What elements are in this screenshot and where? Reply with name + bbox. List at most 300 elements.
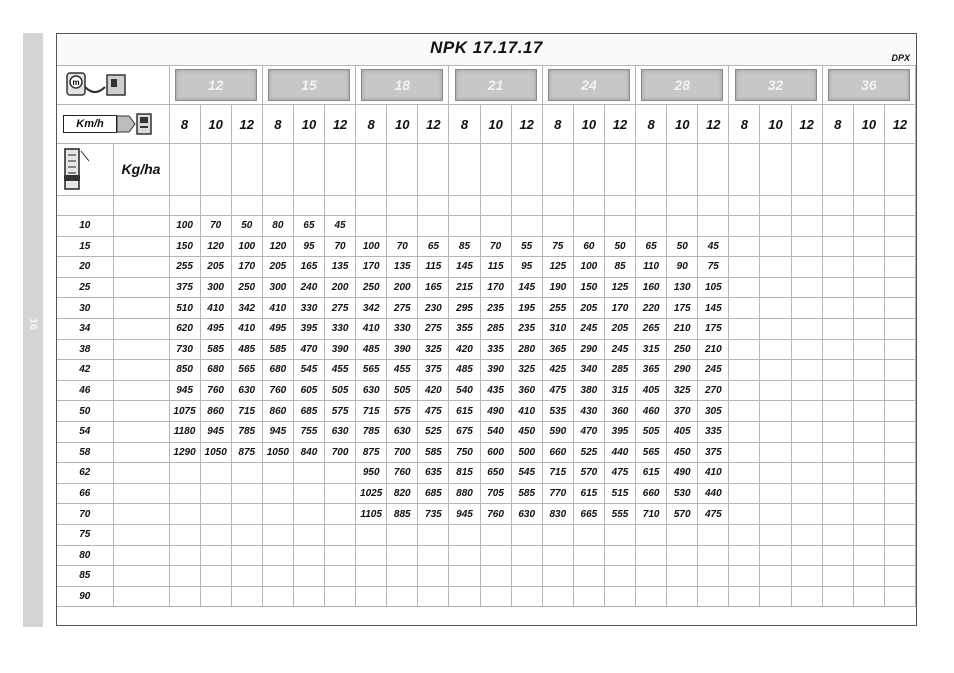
table-cell [231, 586, 262, 607]
table-cell: 160 [636, 277, 667, 298]
table-cell [573, 566, 604, 587]
table-cell [636, 566, 667, 587]
table-cell [636, 545, 667, 566]
table-cell: 680 [262, 360, 293, 381]
table-cell [791, 277, 822, 298]
table-cell [853, 277, 884, 298]
table-cell: 505 [387, 380, 418, 401]
table-cell [667, 545, 698, 566]
table-cell: 300 [200, 277, 231, 298]
unit-blank-cell [480, 144, 511, 196]
table-cell [169, 483, 200, 504]
table-cell [231, 504, 262, 525]
table-cell [729, 442, 760, 463]
table-cell: 675 [449, 421, 480, 442]
unit-blank-cell [356, 144, 387, 196]
table-cell: 760 [387, 463, 418, 484]
spacer-cell [293, 196, 324, 216]
table-cell: 250 [356, 277, 387, 298]
unit-header-row [57, 144, 916, 196]
table-cell [387, 524, 418, 545]
table-cell: 885 [387, 504, 418, 525]
table-cell [262, 586, 293, 607]
table-cell [449, 586, 480, 607]
width-header-cell: 10 [667, 105, 698, 144]
spacer-cell [573, 196, 604, 216]
table-cell: 210 [667, 318, 698, 339]
rate-label: 66 [57, 483, 113, 504]
rate-label: 54 [57, 421, 113, 442]
table-cell: 275 [325, 298, 356, 319]
table-cell: 410 [698, 463, 729, 484]
table-cell [636, 586, 667, 607]
table-cell [760, 421, 791, 442]
unit-blank-cell [791, 144, 822, 196]
table-cell: 360 [511, 380, 542, 401]
table-cell: 55 [511, 236, 542, 257]
table-cell: 220 [636, 298, 667, 319]
unit-blank-cell [604, 144, 635, 196]
table-cell: 770 [542, 483, 573, 504]
table-cell: 470 [293, 339, 324, 360]
table-cell: 245 [604, 339, 635, 360]
table-cell [822, 421, 853, 442]
table-cell: 85 [604, 257, 635, 278]
speed-value: 21 [455, 69, 537, 101]
table-cell [667, 566, 698, 587]
table-cell [760, 586, 791, 607]
width-header-cell: 10 [480, 105, 511, 144]
table-cell [760, 545, 791, 566]
rate-label: 15 [57, 236, 113, 257]
table-cell: 130 [667, 277, 698, 298]
table-cell: 620 [169, 318, 200, 339]
table-cell: 665 [573, 504, 604, 525]
speed-value: 32 [735, 69, 817, 101]
table-cell [760, 236, 791, 257]
unit-blank-cell [729, 144, 760, 196]
table-cell [884, 380, 915, 401]
table-cell: 950 [356, 463, 387, 484]
table-cell [293, 586, 324, 607]
page-title: NPK 17.17.17 [430, 38, 543, 57]
table-cell: 505 [636, 421, 667, 442]
table-cell: 1025 [356, 483, 387, 504]
table-cell [729, 586, 760, 607]
table-cell [542, 566, 573, 587]
setting-blank-cell [113, 524, 169, 545]
table-cell [262, 566, 293, 587]
table-cell: 330 [387, 318, 418, 339]
table-row [57, 421, 916, 442]
table-cell: 1290 [169, 442, 200, 463]
brand-label: DPX [891, 53, 910, 63]
table-cell: 245 [573, 318, 604, 339]
table-cell: 275 [387, 298, 418, 319]
table-cell [231, 483, 262, 504]
table-cell [853, 360, 884, 381]
unit-blank-cell [698, 144, 729, 196]
table-cell [760, 401, 791, 422]
table-cell [667, 524, 698, 545]
table-cell: 205 [262, 257, 293, 278]
table-cell: 325 [511, 360, 542, 381]
rate-label: 90 [57, 586, 113, 607]
table-cell [791, 504, 822, 525]
table-cell: 760 [200, 380, 231, 401]
table-cell: 470 [573, 421, 604, 442]
table-cell: 175 [698, 318, 729, 339]
table-cell [698, 586, 729, 607]
table-cell [853, 463, 884, 484]
table-cell [169, 524, 200, 545]
table-cell: 540 [449, 380, 480, 401]
spacer-cell [262, 196, 293, 216]
table-cell: 1075 [169, 401, 200, 422]
table-cell [791, 442, 822, 463]
table-cell [573, 524, 604, 545]
table-cell: 945 [262, 421, 293, 442]
spacer-cell [325, 196, 356, 216]
table-cell: 150 [573, 277, 604, 298]
table-cell [480, 545, 511, 566]
rate-label: 30 [57, 298, 113, 319]
table-cell: 95 [293, 236, 324, 257]
table-cell: 450 [511, 421, 542, 442]
table-cell: 945 [169, 380, 200, 401]
width-header-cell: 8 [169, 105, 200, 144]
table-cell: 555 [604, 504, 635, 525]
table-cell: 145 [511, 277, 542, 298]
table-cell [356, 566, 387, 587]
table-cell: 290 [667, 360, 698, 381]
table-cell [200, 463, 231, 484]
spacer-cell [542, 196, 573, 216]
table-cell [853, 257, 884, 278]
table-cell: 475 [542, 380, 573, 401]
setting-blank-cell [113, 566, 169, 587]
table-cell [760, 504, 791, 525]
table-cell: 430 [573, 401, 604, 422]
table-cell [169, 566, 200, 587]
table-cell [449, 566, 480, 587]
table-cell: 525 [573, 442, 604, 463]
setting-blank-cell [113, 277, 169, 298]
table-cell [853, 401, 884, 422]
spacer-cell [698, 196, 729, 216]
table-cell: 335 [480, 339, 511, 360]
table-cell [822, 463, 853, 484]
table-cell [791, 483, 822, 504]
table-cell [729, 257, 760, 278]
rate-label: 58 [57, 442, 113, 463]
table-cell: 585 [262, 339, 293, 360]
table-cell [325, 504, 356, 525]
table-cell: 120 [262, 236, 293, 257]
table-cell [822, 216, 853, 237]
table-cell: 50 [604, 236, 635, 257]
unit-blank-cell [636, 144, 667, 196]
setting-blank-cell [113, 504, 169, 525]
table-cell: 300 [262, 277, 293, 298]
table-cell: 115 [480, 257, 511, 278]
table-cell [791, 216, 822, 237]
table-cell: 310 [542, 318, 573, 339]
table-cell: 315 [636, 339, 667, 360]
table-cell: 730 [169, 339, 200, 360]
spacer-cell [853, 196, 884, 216]
table-cell: 305 [698, 401, 729, 422]
table-cell: 875 [231, 442, 262, 463]
width-header-row [57, 105, 916, 144]
rate-label: 62 [57, 463, 113, 484]
width-header-cell: 8 [542, 105, 573, 144]
unit-blank-cell [387, 144, 418, 196]
table-cell: 735 [418, 504, 449, 525]
table-cell [760, 380, 791, 401]
width-header-cell: 12 [418, 105, 449, 144]
speed-group-24 [542, 66, 635, 105]
table-cell [729, 401, 760, 422]
table-cell [853, 380, 884, 401]
table-cell: 115 [418, 257, 449, 278]
table-cell: 820 [387, 483, 418, 504]
table-cell: 150 [169, 236, 200, 257]
table-cell [200, 483, 231, 504]
width-header-cell: 8 [262, 105, 293, 144]
speed-header-row [57, 66, 916, 105]
table-cell [884, 463, 915, 484]
spacer-cell [449, 196, 480, 216]
table-cell: 630 [356, 380, 387, 401]
table-cell: 335 [698, 421, 729, 442]
table-cell: 450 [667, 442, 698, 463]
table-cell: 510 [169, 298, 200, 319]
table-cell: 110 [636, 257, 667, 278]
speed-group-15 [262, 66, 355, 105]
table-cell: 545 [293, 360, 324, 381]
table-cell: 250 [667, 339, 698, 360]
speed-group-21 [449, 66, 542, 105]
table-cell [387, 586, 418, 607]
setting-blank-cell [113, 216, 169, 237]
table-row [57, 504, 916, 525]
table-cell [200, 566, 231, 587]
table-cell [822, 277, 853, 298]
table-cell [853, 545, 884, 566]
table-cell [791, 339, 822, 360]
table-cell: 380 [573, 380, 604, 401]
table-cell: 710 [636, 504, 667, 525]
table-cell: 65 [418, 236, 449, 257]
table-cell [698, 545, 729, 566]
table-cell [729, 380, 760, 401]
table-cell [542, 545, 573, 566]
table-cell [387, 216, 418, 237]
width-header-cell: 8 [729, 105, 760, 144]
table-cell: 390 [387, 339, 418, 360]
table-cell: 615 [573, 483, 604, 504]
table-cell [511, 566, 542, 587]
rate-label: 38 [57, 339, 113, 360]
unit-blank-cell [511, 144, 542, 196]
table-cell: 125 [542, 257, 573, 278]
table-cell: 760 [262, 380, 293, 401]
table-cell: 175 [667, 298, 698, 319]
table-cell: 565 [231, 360, 262, 381]
table-row [57, 524, 916, 545]
rate-label: 80 [57, 545, 113, 566]
table-cell [822, 401, 853, 422]
table-cell: 1050 [262, 442, 293, 463]
table-cell [293, 566, 324, 587]
table-cell [791, 318, 822, 339]
table-cell [729, 298, 760, 319]
table-cell [760, 483, 791, 504]
table-cell: 70 [325, 236, 356, 257]
table-cell [791, 257, 822, 278]
table-row [57, 360, 916, 381]
setting-blank-cell [113, 442, 169, 463]
table-cell: 165 [418, 277, 449, 298]
table-cell: 390 [325, 339, 356, 360]
table-cell: 565 [636, 442, 667, 463]
setting-blank-cell [113, 380, 169, 401]
table-cell [698, 566, 729, 587]
table-row [57, 318, 916, 339]
table-cell [791, 298, 822, 319]
table-cell [387, 545, 418, 566]
table-cell: 210 [698, 339, 729, 360]
table-cell: 285 [480, 318, 511, 339]
table-cell [511, 586, 542, 607]
setting-blank-cell [113, 463, 169, 484]
table-cell [791, 586, 822, 607]
table-cell [604, 524, 635, 545]
table-cell [356, 216, 387, 237]
table-cell: 1180 [169, 421, 200, 442]
table-cell [853, 318, 884, 339]
rate-label: 10 [57, 216, 113, 237]
table-cell [853, 586, 884, 607]
unit-blank-cell [760, 144, 791, 196]
table-cell [853, 566, 884, 587]
width-header-cell: 12 [698, 105, 729, 144]
table-cell: 45 [325, 216, 356, 237]
table-cell: 395 [293, 318, 324, 339]
table-cell: 340 [573, 360, 604, 381]
width-header-cell: 8 [636, 105, 667, 144]
table-cell: 275 [418, 318, 449, 339]
table-cell [480, 586, 511, 607]
spacer-cell [667, 196, 698, 216]
rate-label: 20 [57, 257, 113, 278]
table-cell: 475 [698, 504, 729, 525]
unit-blank-cell [169, 144, 200, 196]
table-cell [884, 586, 915, 607]
table-cell [169, 586, 200, 607]
table-cell [853, 421, 884, 442]
table-cell [884, 277, 915, 298]
table-cell: 530 [667, 483, 698, 504]
table-cell: 405 [636, 380, 667, 401]
table-cell: 715 [356, 401, 387, 422]
spacer-cell [387, 196, 418, 216]
table-cell [542, 586, 573, 607]
setting-blank-cell [113, 586, 169, 607]
table-cell: 455 [325, 360, 356, 381]
table-cell [511, 545, 542, 566]
table-cell: 715 [542, 463, 573, 484]
table-cell: 280 [511, 339, 542, 360]
table-cell: 75 [698, 257, 729, 278]
table-cell: 525 [418, 421, 449, 442]
table-cell: 410 [262, 298, 293, 319]
table-cell [698, 216, 729, 237]
table-cell: 205 [200, 257, 231, 278]
table-cell: 630 [231, 380, 262, 401]
table-cell: 630 [387, 421, 418, 442]
table-cell: 60 [573, 236, 604, 257]
table-cell: 365 [542, 339, 573, 360]
table-cell: 230 [418, 298, 449, 319]
table-cell [822, 257, 853, 278]
table-cell: 135 [325, 257, 356, 278]
table-cell: 100 [573, 257, 604, 278]
table-cell: 145 [449, 257, 480, 278]
table-cell [884, 216, 915, 237]
table-cell [729, 216, 760, 237]
speed-group-32 [729, 66, 822, 105]
table-cell: 375 [418, 360, 449, 381]
tractor-speed-icon [117, 110, 157, 138]
table-cell: 395 [604, 421, 635, 442]
table-cell [262, 524, 293, 545]
table-cell: 70 [387, 236, 418, 257]
table-cell [884, 483, 915, 504]
table-cell: 700 [387, 442, 418, 463]
table-cell [200, 504, 231, 525]
table-cell [511, 524, 542, 545]
title-band [57, 34, 916, 66]
table-cell: 545 [511, 463, 542, 484]
table-cell [604, 216, 635, 237]
table-cell: 945 [200, 421, 231, 442]
table-cell [822, 504, 853, 525]
table-cell: 342 [356, 298, 387, 319]
unit-blank-cell [449, 144, 480, 196]
table-cell: 285 [604, 360, 635, 381]
table-cell: 750 [449, 442, 480, 463]
table-cell [791, 360, 822, 381]
table-cell: 325 [667, 380, 698, 401]
table-cell [542, 524, 573, 545]
table-cell: 880 [449, 483, 480, 504]
spreader-icon-cell [57, 66, 169, 105]
table-cell: 195 [511, 298, 542, 319]
table-cell: 410 [511, 401, 542, 422]
table-cell: 245 [698, 360, 729, 381]
table-cell [325, 566, 356, 587]
table-cell [791, 524, 822, 545]
table-cell [729, 566, 760, 587]
unit-blank-cell [293, 144, 324, 196]
table-cell: 755 [293, 421, 324, 442]
table-cell: 785 [356, 421, 387, 442]
table-cell [822, 236, 853, 257]
setting-blank-cell [113, 401, 169, 422]
table-cell [169, 545, 200, 566]
